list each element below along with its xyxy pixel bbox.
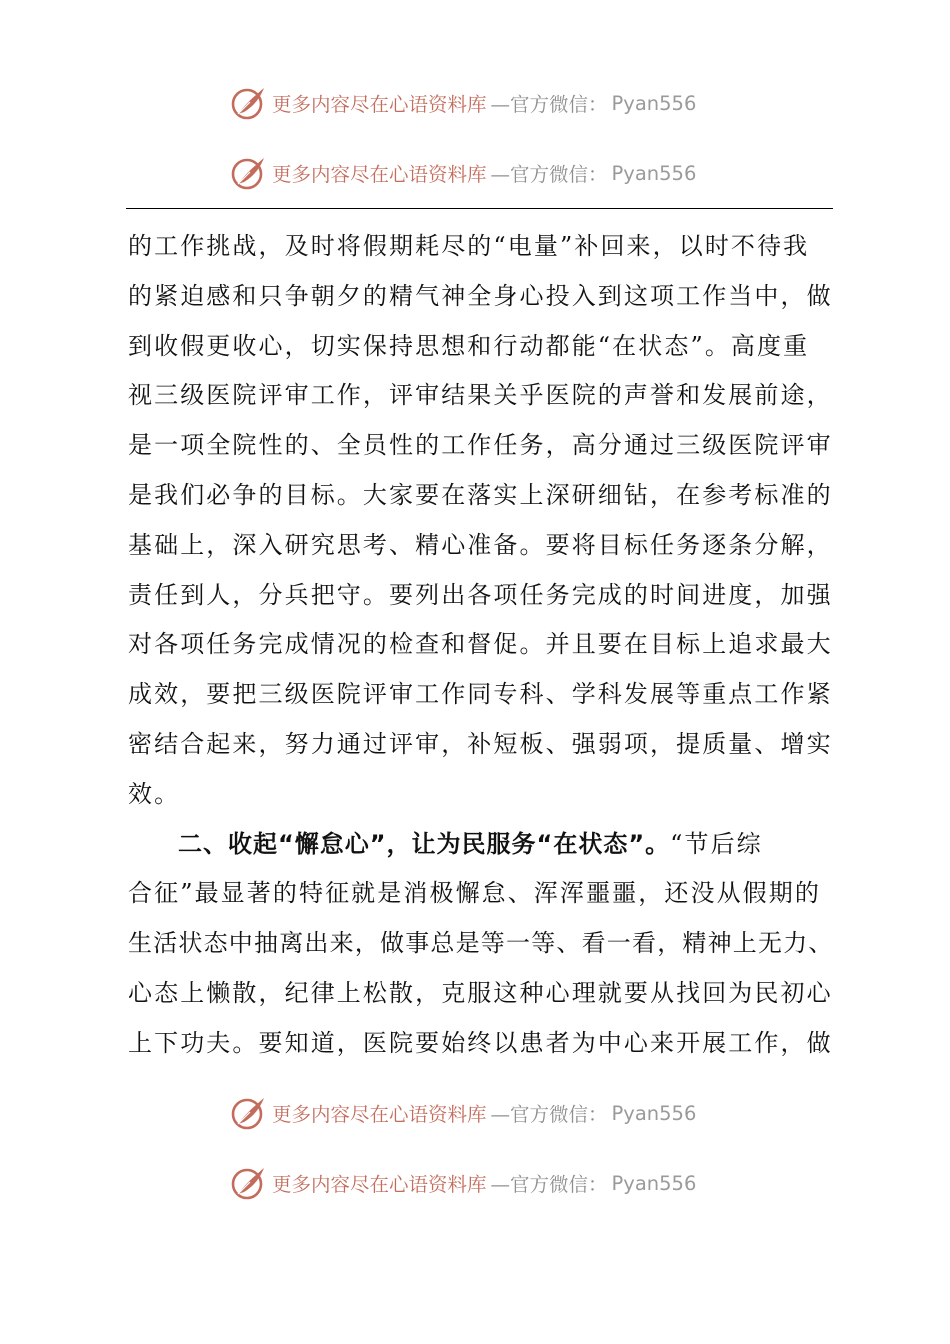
text-line: 成效，要把三级医院评审工作同专科、学科发展等重点工作紧 <box>128 680 833 709</box>
watermark-wechat-label: —官方微信： <box>490 1173 608 1196</box>
quill-logo-icon <box>230 154 268 192</box>
watermark-wechat-id: Pyan556 <box>611 1101 697 1125</box>
text-line: 生活状态中抽离出来，做事总是等一等、看一看，精神上无力、 <box>128 929 834 958</box>
text-line: 是一项全院性的、全员性的工作任务，高分通过三级医院评审 <box>128 431 833 460</box>
document-body <box>128 222 836 1069</box>
watermark-text: 更多内容尽在心语资料库 <box>272 1173 487 1196</box>
text-line: 的紧迫感和只争朝夕的精气神全身心投入到这项工作当中，做 <box>128 281 833 310</box>
text-line: 上下功夫。要知道，医院要始终以患者为中心来开展工作，做 <box>128 1028 833 1057</box>
text-line: 对各项任务完成情况的检查和督促。并且要在目标上追求最大 <box>128 630 833 659</box>
watermark-text: 更多内容尽在心语资料库 <box>272 1103 487 1126</box>
watermark-wechat-id: Pyan556 <box>611 161 697 185</box>
header-rule <box>126 208 833 209</box>
text-line: 是我们必争的目标。大家要在落实上深研细钻，在参考标准的 <box>128 480 833 509</box>
watermark-text: 更多内容尽在心语资料库 <box>272 163 487 186</box>
watermark-wechat-label: —官方微信： <box>490 93 608 116</box>
text-line: 合征”最显著的特征就是消极懈怠、浑浑噩噩，还没从假期的 <box>128 879 821 908</box>
text-line: 效。 <box>128 779 181 808</box>
text-line: 责任到人，分兵把守。要列出各项任务完成的时间进度，加强 <box>128 580 833 609</box>
text-line: 到收假更收心，切实保持思想和行动都能“在状态”。高度重 <box>128 331 810 360</box>
watermark-wechat-id: Pyan556 <box>611 1171 697 1195</box>
watermark-banner <box>230 154 696 192</box>
watermark-wechat-label: —官方微信： <box>490 1103 608 1126</box>
watermark-wechat-label: —官方微信： <box>490 163 608 186</box>
quill-logo-icon <box>230 84 268 122</box>
watermark-text: 更多内容尽在心语资料库 <box>272 93 487 116</box>
watermark-banner <box>230 1094 696 1132</box>
quill-logo-icon <box>230 1094 268 1132</box>
watermark-banner <box>230 1164 696 1202</box>
text-line: 的工作挑战，及时将假期耗尽的“电量”补回来，以时不待我 <box>128 232 810 260</box>
text-line: 基础上，深入研究思考、精心准备。要将目标任务逐条分解， <box>128 530 833 559</box>
text-line-rest: “节后综 <box>670 829 763 858</box>
watermark-banner <box>230 84 696 122</box>
text-line: 心态上懒散，纪律上松散，克服这种心理就要从找回为民初心 <box>128 978 833 1007</box>
section-heading: 二、收起“懈怠心”，让为民服务“在状态”。 <box>178 829 671 858</box>
text-line: 密结合起来，努力通过评审，补短板、强弱项，提质量、增实 <box>128 729 833 758</box>
watermark-wechat-id: Pyan556 <box>611 91 697 115</box>
section-heading-line <box>128 820 836 870</box>
quill-logo-icon <box>230 1164 268 1202</box>
text-line: 视三级医院评审工作，评审结果关乎医院的声誉和发展前途， <box>128 381 833 410</box>
